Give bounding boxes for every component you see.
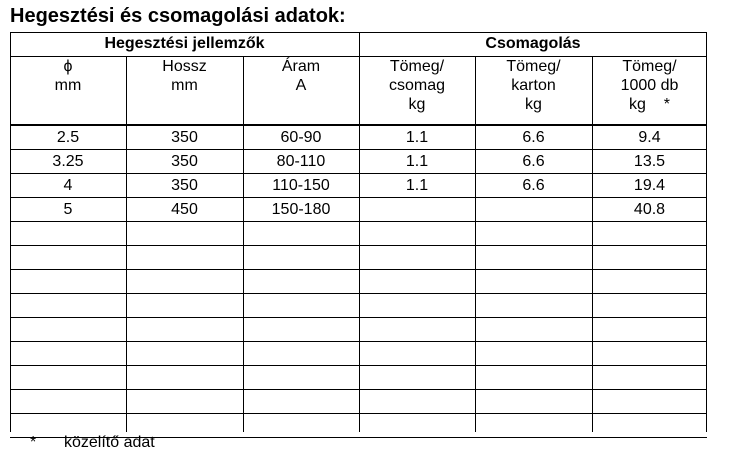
footnote-marker: * [30, 434, 37, 451]
column-header-length: Hossz mm [162, 58, 207, 94]
table-cell [475, 366, 592, 390]
table-cell: 19.4 [633, 177, 666, 194]
table-cell: 2.5 [56, 129, 80, 146]
table-cell [359, 198, 475, 222]
table-cell [243, 222, 359, 246]
column-divider [243, 56, 244, 432]
table-cell [592, 390, 707, 414]
table-cell: 60-90 [280, 129, 322, 146]
table-cell [592, 366, 707, 390]
footnote [30, 434, 155, 452]
column-divider [592, 56, 593, 432]
table-cell: 6.6 [522, 153, 545, 170]
table-cell: 5 [63, 201, 73, 218]
table-cell: 6.6 [522, 177, 545, 194]
table-cell [592, 318, 707, 342]
table-cell [243, 390, 359, 414]
table-cell [475, 318, 592, 342]
table-cell [359, 366, 475, 390]
page-title: Hegesztési és csomagolási adatok: [10, 5, 346, 27]
table-cell [359, 390, 475, 414]
table-cell: 1.1 [405, 177, 429, 194]
table-cell [475, 342, 592, 366]
table-cell: 1.1 [405, 153, 429, 170]
table-cell [592, 246, 707, 270]
table-cell [475, 390, 592, 414]
table-cell [10, 294, 126, 318]
column-header-diameter: ϕ mm [54, 58, 82, 94]
table-cell [10, 270, 126, 294]
table-cell: 3.25 [52, 153, 84, 170]
table-cell [126, 270, 243, 294]
table-cell [243, 294, 359, 318]
table-left-border [10, 32, 11, 432]
table-cell [243, 414, 359, 438]
table-cell [475, 198, 592, 222]
table-cell: 1.1 [405, 129, 429, 146]
column-header-weight-per-carton: Tömeg/ karton kg [506, 58, 561, 113]
table-cell [592, 222, 707, 246]
table-cell: 150-180 [271, 201, 331, 218]
column-header-weight-per-1000: Tömeg/ 1000 db kg * [620, 58, 679, 113]
table-cell: 350 [171, 177, 198, 194]
table-cell [359, 294, 475, 318]
table-cell: 80-110 [276, 153, 326, 170]
table-cell [592, 414, 707, 438]
group-header-welding: Hegesztési jellemzők [104, 34, 265, 52]
table-cell [359, 222, 475, 246]
group-divider [359, 32, 360, 432]
table-cell [243, 366, 359, 390]
table-cell [10, 366, 126, 390]
table-cell [592, 342, 707, 366]
table-cell: 350 [171, 129, 198, 146]
table-cell [475, 270, 592, 294]
column-header-weight-per-pack: Tömeg/ csomag kg [388, 58, 446, 113]
table-cell [359, 270, 475, 294]
table-cell [10, 318, 126, 342]
table-right-border [706, 32, 707, 432]
table-cell [126, 294, 243, 318]
table-cell [359, 342, 475, 366]
group-header-packaging: Csomagolás [485, 34, 581, 52]
table-cell: 4 [63, 177, 73, 194]
table-cell [243, 246, 359, 270]
table-cell [126, 246, 243, 270]
table-cell [243, 318, 359, 342]
table-cell [592, 270, 707, 294]
table-cell: 6.6 [522, 129, 545, 146]
table-cell [359, 318, 475, 342]
table-cell [126, 390, 243, 414]
table-cell [243, 342, 359, 366]
table-cell: 9.4 [638, 129, 661, 146]
table-cell [475, 222, 592, 246]
column-divider [475, 56, 476, 432]
table-cell [126, 342, 243, 366]
table-cell: 110-150 [272, 177, 330, 194]
table-cell [126, 222, 243, 246]
table-cell: 450 [171, 201, 198, 218]
table-cell: 13.5 [633, 153, 666, 170]
column-divider [126, 56, 127, 432]
table-cell [475, 414, 592, 438]
table-cell: 350 [171, 153, 198, 170]
table-cell [359, 414, 475, 438]
table-cell [359, 246, 475, 270]
column-header-current: Áram A [281, 58, 321, 94]
table-cell [475, 246, 592, 270]
footnote-text: közelítő adat [64, 434, 155, 451]
table-cell: 40.8 [633, 201, 666, 218]
table-cell [243, 270, 359, 294]
table-cell [592, 294, 707, 318]
table-cell [126, 366, 243, 390]
table-cell [475, 294, 592, 318]
table-cell [10, 342, 126, 366]
table-cell [10, 222, 126, 246]
table-cell [10, 390, 126, 414]
table-cell [126, 318, 243, 342]
table-cell [10, 246, 126, 270]
